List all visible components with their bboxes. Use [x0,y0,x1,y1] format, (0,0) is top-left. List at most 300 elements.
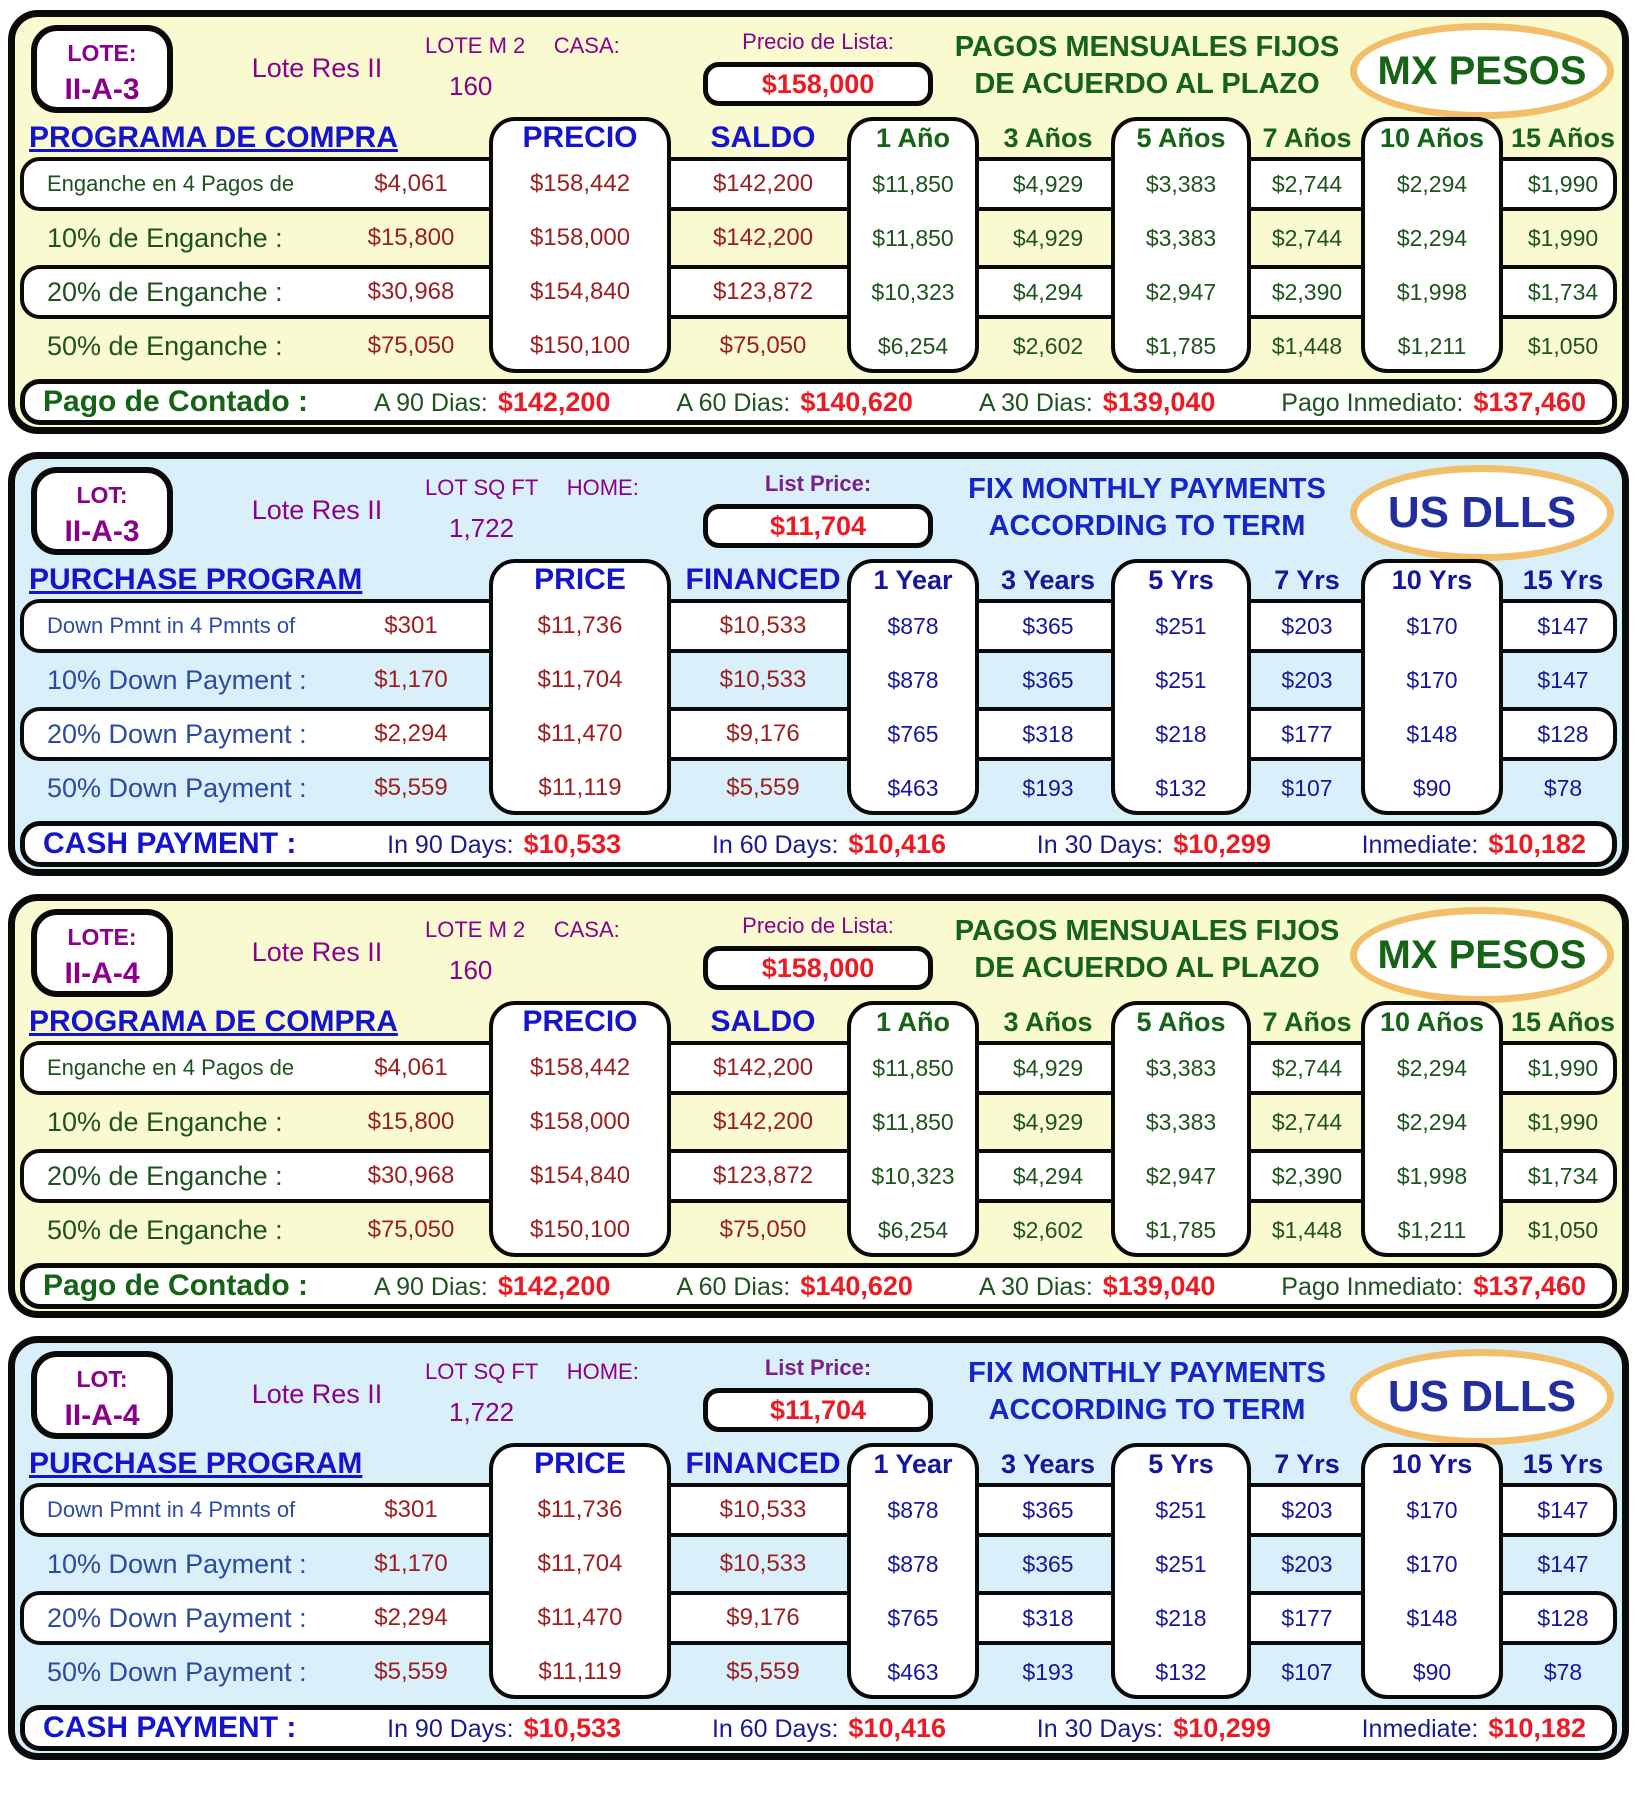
cell-term-5: $2,947 [1145,279,1217,305]
column-header-term-15: 15 Años [1510,1007,1616,1037]
lot-size-label: LOT SQ FT [425,1359,539,1384]
cash-option-label: A 30 Dias: [978,388,1093,417]
cash-option-value: $10,182 [1488,1712,1586,1743]
lot-box [31,467,173,555]
cell-program-label: Down Pmnt in 4 Pmnts of [47,1497,296,1522]
column-header-term-15: 15 Años [1510,123,1616,153]
cell-term-5: $2,947 [1145,1163,1217,1189]
cell-term-10: $1,998 [1396,1163,1468,1189]
cash-option-label: In 90 Days: [387,1714,514,1743]
table-row [15,211,1622,265]
cell-term-15: $1,734 [1527,1163,1599,1189]
cell-term-3: $365 [1022,667,1074,693]
cell-term-15: $147 [1537,1497,1589,1523]
column-header-term-5: 5 Años [1136,1007,1226,1037]
price-sheet-panel-us-iia4 [8,1336,1629,1760]
column-header-program: PROGRAMA DE COMPRA [29,121,398,154]
cell-price: $158,000 [529,1108,631,1135]
cell-term-5: $132 [1155,775,1207,801]
lot-label: LOT: [76,1366,128,1392]
currency-badge [1350,907,1614,1003]
column-header-term-10: 10 Años [1379,123,1485,153]
column-header-program: PURCHASE PROGRAM [29,1447,363,1480]
panel-title-line1: FIX MONTHLY PAYMENTS [968,1357,1326,1389]
cash-option-label: Pago Inmediato: [1281,388,1464,417]
cell-price: $11,119 [538,1658,622,1685]
panel-title [923,471,1371,545]
cell-term-5: $218 [1155,721,1207,747]
cell-down-payment: $15,800 [367,1108,455,1135]
cash-option-value: $137,460 [1473,386,1586,417]
cell-program-label: 10% de Enganche : [47,1107,283,1137]
cash-option [712,1713,946,1744]
cell-price: $11,470 [537,1604,623,1631]
lot-size-label: LOTE M 2 [425,33,526,58]
column-header-term-7: 7 Años [1262,123,1352,153]
cell-down-payment: $75,050 [367,332,455,359]
lot-size-label: LOT SQ FT [425,475,539,500]
lot-id: II-A-4 [64,957,140,990]
cell-term-1: $10,323 [871,1163,955,1189]
cell-term-1: $463 [887,775,939,801]
cell-term-3: $4,929 [1012,171,1084,197]
cash-option-label: In 30 Days: [1036,830,1164,859]
panel-title [923,913,1371,987]
cell-down-payment: $2,294 [374,720,448,747]
price-sheet-panel-mx-iia4 [8,894,1629,1318]
cash-option-label: In 90 Days: [387,830,514,859]
cell-term-10: $1,998 [1396,279,1468,305]
cell-financed: $10,533 [719,1496,807,1523]
lot-box [31,909,173,997]
cell-term-1: $765 [887,1605,939,1631]
cash-option-label: Inmediate: [1361,830,1479,859]
table-row [15,1203,1622,1257]
cell-down-payment: $30,968 [367,1162,455,1189]
cash-option [387,829,621,860]
cash-option-label: A 60 Dias: [676,388,791,417]
cell-term-7: $2,744 [1271,225,1343,251]
cell-program-label: 20% Down Payment : [47,1603,307,1633]
table-rows [15,117,1622,373]
cell-term-7: $203 [1281,1497,1333,1523]
column-header-term-10: 10 Yrs [1391,1449,1473,1479]
column-header-term-5: 5 Años [1136,123,1226,153]
cell-term-5: $3,383 [1145,1055,1217,1081]
list-price-block [703,29,933,106]
list-price-block [703,913,933,990]
cell-term-1: $11,850 [872,1109,954,1135]
cell-term-5: $251 [1155,613,1207,639]
cash-option [387,1713,621,1744]
cash-option [979,1271,1216,1302]
cash-option-label: In 60 Days: [711,1714,839,1743]
cell-term-7: $2,744 [1271,1109,1343,1135]
cell-financed: $5,559 [726,774,800,801]
cell-term-1: $463 [887,1659,939,1685]
cell-term-15: $147 [1537,613,1589,639]
pricing-table [15,117,1622,373]
cell-price: $158,442 [529,170,631,197]
cell-term-3: $193 [1022,1659,1074,1685]
cell-program-label: 20% Down Payment : [47,719,307,749]
cell-term-15: $147 [1537,667,1589,693]
cell-term-10: $90 [1412,1659,1452,1685]
panel-title-line1: PAGOS MENSUALES FIJOS [954,915,1340,947]
list-price-value: $158,000 [703,62,933,106]
cell-term-1: $878 [887,667,939,693]
cell-term-5: $3,383 [1145,171,1217,197]
column-header-price: PRICE [534,563,626,596]
cell-term-5: $3,383 [1145,225,1217,251]
cell-term-7: $177 [1281,1605,1333,1631]
cell-financed: $142,200 [712,1054,814,1081]
cell-term-10: $2,294 [1396,225,1468,251]
cell-program-label: 50% de Enganche : [47,331,283,361]
cash-option-label: In 60 Days: [711,830,839,859]
cell-term-15: $1,734 [1527,279,1599,305]
cell-term-1: $6,254 [877,333,949,359]
cell-term-15: $1,990 [1527,1055,1599,1081]
table-row [15,1591,1622,1645]
list-price-label: List Price: [764,1355,872,1380]
column-header-term-3: 3 Years [1000,1449,1096,1479]
column-header-term-3: 3 Years [1000,565,1096,595]
cell-term-7: $203 [1281,1551,1333,1577]
cash-option [374,387,611,418]
cell-term-7: $2,744 [1271,171,1343,197]
list-price-value: $11,704 [703,1388,933,1432]
panel-title [923,29,1371,103]
column-header-program: PROGRAMA DE COMPRA [29,1005,398,1038]
cell-term-15: $128 [1537,1605,1589,1631]
pricing-table [15,1443,1622,1699]
cell-financed: $142,200 [712,1108,814,1135]
cell-term-3: $318 [1022,1605,1074,1631]
list-price-label: Precio de Lista: [742,913,894,938]
lot-label: LOTE: [67,924,137,950]
currency-label: US DLLS [1387,488,1577,537]
table-row [15,1149,1622,1203]
currency-badge [1350,23,1614,119]
list-price-block [703,1355,933,1432]
cash-option [712,829,946,860]
cell-financed: $10,533 [719,612,807,639]
table-row [15,1041,1622,1095]
home-label: HOME: [566,1359,639,1384]
cash-option-label: A 60 Dias: [676,1272,791,1301]
cash-option [1281,1271,1586,1302]
cell-term-15: $1,990 [1527,225,1599,251]
cash-option-value: $10,299 [1173,828,1271,859]
cell-term-5: $3,383 [1145,1109,1217,1135]
cash-option-value: $10,416 [848,828,947,859]
cell-program-label: 10% Down Payment : [47,1549,307,1579]
cell-term-15: $128 [1537,721,1589,747]
lot-size-value: 160 [449,955,493,985]
column-header-term-7: 7 Yrs [1274,1449,1340,1479]
cell-term-3: $365 [1022,1551,1074,1577]
cell-price: $154,840 [529,278,631,305]
column-header-financed: FINANCED [685,563,841,596]
cell-term-10: $170 [1406,667,1458,693]
cell-program-label: 50% de Enganche : [47,1215,283,1245]
price-sheet-panel-us-iia3 [8,452,1629,876]
cell-program-label: 50% Down Payment : [47,1657,307,1687]
cash-option [1037,829,1271,860]
table-row [15,1645,1622,1699]
cell-term-15: $147 [1537,1551,1589,1577]
table-row [15,1483,1622,1537]
cell-price: $154,840 [529,1162,631,1189]
cell-financed: $142,200 [712,170,814,197]
cell-term-15: $1,050 [1527,1217,1599,1243]
table-row [15,707,1622,761]
cell-financed: $10,533 [719,1550,807,1577]
cell-term-10: $1,211 [1397,1217,1467,1243]
cell-term-7: $203 [1281,667,1333,693]
cell-term-3: $2,602 [1012,333,1084,359]
cash-option-label: A 90 Dias: [373,1272,488,1301]
cell-term-7: $1,448 [1271,1217,1343,1243]
cash-option-label: A 30 Dias: [978,1272,1093,1301]
cell-term-15: $78 [1543,775,1583,801]
cell-price: $150,100 [529,332,631,359]
table-row [15,1537,1622,1591]
pricing-table [15,1001,1622,1257]
cell-price: $158,442 [529,1054,631,1081]
cell-financed: $9,176 [726,720,800,747]
cell-price: $11,704 [537,1550,623,1577]
cell-term-7: $177 [1281,721,1333,747]
cell-price: $150,100 [529,1216,631,1243]
cash-option-value: $10,299 [1173,1712,1271,1743]
cell-program-label: 10% Down Payment : [47,665,307,695]
cell-term-10: $148 [1406,721,1458,747]
cell-term-10: $170 [1406,1551,1458,1577]
lot-id: II-A-3 [64,515,140,548]
cell-term-3: $318 [1022,721,1074,747]
cash-payment-row [20,821,1617,867]
panel-title-line2: ACCORDING TO TERM [988,510,1306,542]
cash-option [1362,1713,1586,1744]
cell-program-label: 10% de Enganche : [47,223,283,253]
lot-size-block [425,917,715,986]
cash-option-label: In 30 Days: [1036,1714,1164,1743]
cell-price: $11,736 [537,612,623,639]
table-row [15,599,1622,653]
cell-program-label: 20% de Enganche : [47,1161,283,1191]
cell-program-label: Down Pmnt in 4 Pmnts of [47,613,296,638]
cell-term-5: $1,785 [1145,1217,1217,1243]
cell-term-7: $107 [1281,775,1333,801]
list-price-block [703,471,933,548]
lot-label: LOTE: [67,40,137,66]
cell-term-5: $251 [1155,1497,1207,1523]
cash-payment-row [20,1705,1617,1751]
cell-program-label: 20% de Enganche : [47,277,283,307]
cell-term-10: $90 [1412,775,1452,801]
lot-label: LOT: [76,482,128,508]
lot-size-label: LOTE M 2 [425,917,526,942]
column-header-price: PRICE [534,1447,626,1480]
cell-term-5: $251 [1155,667,1207,693]
cell-down-payment: $4,061 [374,170,448,197]
cash-payment-title: Pago de Contado : [43,1269,308,1302]
cash-option [1037,1713,1271,1744]
cash-payment-title: CASH PAYMENT : [43,1711,297,1744]
cell-term-5: $1,785 [1145,333,1217,359]
list-price-label: Precio de Lista: [742,29,894,54]
column-header-term-1: 1 Año [876,1007,950,1037]
table-row [15,265,1622,319]
lot-box [31,1351,173,1439]
cell-term-3: $4,294 [1012,279,1084,305]
subdivision-name: Lote Res II [251,937,383,967]
column-header-term-1: 1 Año [876,123,950,153]
cell-term-1: $10,323 [871,279,955,305]
cell-term-10: $170 [1406,1497,1458,1523]
cash-option-value: $10,533 [523,1712,622,1743]
table-row [15,761,1622,815]
cell-price: $11,704 [537,666,623,693]
cash-payment-row [20,379,1617,425]
column-header-term-5: 5 Yrs [1148,1449,1214,1479]
cell-term-1: $6,254 [877,1217,949,1243]
lot-size-value: 1,722 [449,513,515,543]
panel-title-line2: DE ACUERDO AL PLAZO [974,952,1320,984]
cell-program-label: Enganche en 4 Pagos de [47,171,295,196]
cell-term-10: $148 [1406,1605,1458,1631]
cell-down-payment: $301 [384,1496,438,1523]
cell-price: $11,119 [538,774,622,801]
column-header-term-5: 5 Yrs [1148,565,1214,595]
lot-size-block [425,475,715,544]
cell-term-10: $2,294 [1396,1055,1468,1081]
currency-badge [1350,1349,1614,1445]
cell-term-3: $2,602 [1012,1217,1084,1243]
cell-term-7: $1,448 [1271,333,1343,359]
table-rows [15,1443,1622,1699]
lot-id: II-A-3 [64,73,140,106]
column-header-price: PRECIO [522,121,638,154]
column-header-financed: SALDO [710,1005,816,1038]
column-header-term-15: 15 Yrs [1522,1449,1604,1479]
home-label: CASA: [553,33,620,58]
cell-term-7: $203 [1281,613,1333,639]
cell-term-5: $132 [1155,1659,1207,1685]
cell-term-7: $2,744 [1271,1055,1343,1081]
cell-financed: $123,872 [712,278,814,305]
cell-financed: $75,050 [719,1216,807,1243]
list-price-value: $11,704 [703,504,933,548]
panel-title-line1: FIX MONTHLY PAYMENTS [968,473,1326,505]
lot-box [31,25,173,113]
cash-option-value: $142,200 [497,1270,611,1301]
cell-term-10: $2,294 [1396,1109,1468,1135]
cell-down-payment: $2,294 [374,1604,448,1631]
list-price-value: $158,000 [703,946,933,990]
cell-down-payment: $30,968 [367,278,455,305]
cell-term-15: $1,990 [1527,1109,1599,1135]
column-header-term-3: 3 Años [1003,1007,1093,1037]
cash-payment-title: CASH PAYMENT : [43,827,297,860]
cell-term-10: $170 [1406,613,1458,639]
column-header-program: PURCHASE PROGRAM [29,563,363,596]
cash-option [1281,387,1586,418]
column-header-term-3: 3 Años [1003,123,1093,153]
cell-term-3: $4,294 [1012,1163,1084,1189]
cell-price: $11,470 [537,720,623,747]
cell-term-1: $878 [887,613,939,639]
cell-term-3: $365 [1022,613,1074,639]
table-row [15,319,1622,373]
cash-option [1362,829,1586,860]
cell-price: $11,736 [537,1496,623,1523]
cash-option [979,387,1216,418]
cell-term-3: $4,929 [1012,1109,1084,1135]
cash-option-label: A 90 Dias: [373,388,488,417]
cell-term-1: $11,850 [872,225,954,251]
cell-financed: $9,176 [726,1604,800,1631]
subdivision-name: Lote Res II [251,53,383,83]
cash-option [676,387,913,418]
cell-financed: $142,200 [712,224,814,251]
cell-financed: $5,559 [726,1658,800,1685]
currency-label: US DLLS [1387,1372,1577,1421]
column-header-term-1: 1 Year [873,565,953,595]
column-header-financed: FINANCED [685,1447,841,1480]
column-header-term-10: 10 Años [1379,1007,1485,1037]
cell-term-15: $78 [1543,1659,1583,1685]
lot-id: II-A-4 [64,1399,140,1432]
cell-term-3: $4,929 [1012,225,1084,251]
home-label: CASA: [553,917,620,942]
cash-payment-row [20,1263,1617,1309]
home-label: HOME: [566,475,639,500]
cell-down-payment: $1,170 [374,1550,448,1577]
cell-term-1: $11,850 [872,171,954,197]
cell-term-5: $218 [1155,1605,1207,1631]
panel-title-line1: PAGOS MENSUALES FIJOS [954,31,1340,63]
cell-term-7: $2,390 [1271,279,1343,305]
cash-option-value: $139,040 [1102,1270,1216,1301]
column-header-term-15: 15 Yrs [1522,565,1604,595]
cell-financed: $75,050 [719,332,807,359]
lot-size-value: 1,722 [449,1397,515,1427]
cell-down-payment: $4,061 [374,1054,448,1081]
panel-title [923,1355,1371,1429]
cash-option [374,1271,611,1302]
currency-badge [1350,465,1614,561]
table-rows [15,1001,1622,1257]
column-header-financed: SALDO [710,121,816,154]
table-row [15,157,1622,211]
cash-option-value: $10,416 [848,1712,947,1743]
cell-down-payment: $1,170 [374,666,448,693]
cell-down-payment: $5,559 [374,774,448,801]
currency-label: MX PESOS [1377,932,1587,977]
cash-option-label: Pago Inmediato: [1281,1272,1464,1301]
currency-label: MX PESOS [1377,48,1587,93]
cash-option-value: $140,620 [800,1270,913,1301]
cash-option-label: Inmediate: [1361,1714,1479,1743]
pricing-table [15,559,1622,815]
cell-term-15: $1,050 [1527,333,1599,359]
cell-term-7: $107 [1281,1659,1333,1685]
panel-title-line2: ACCORDING TO TERM [988,1394,1306,1426]
cell-down-payment: $15,800 [367,224,455,251]
